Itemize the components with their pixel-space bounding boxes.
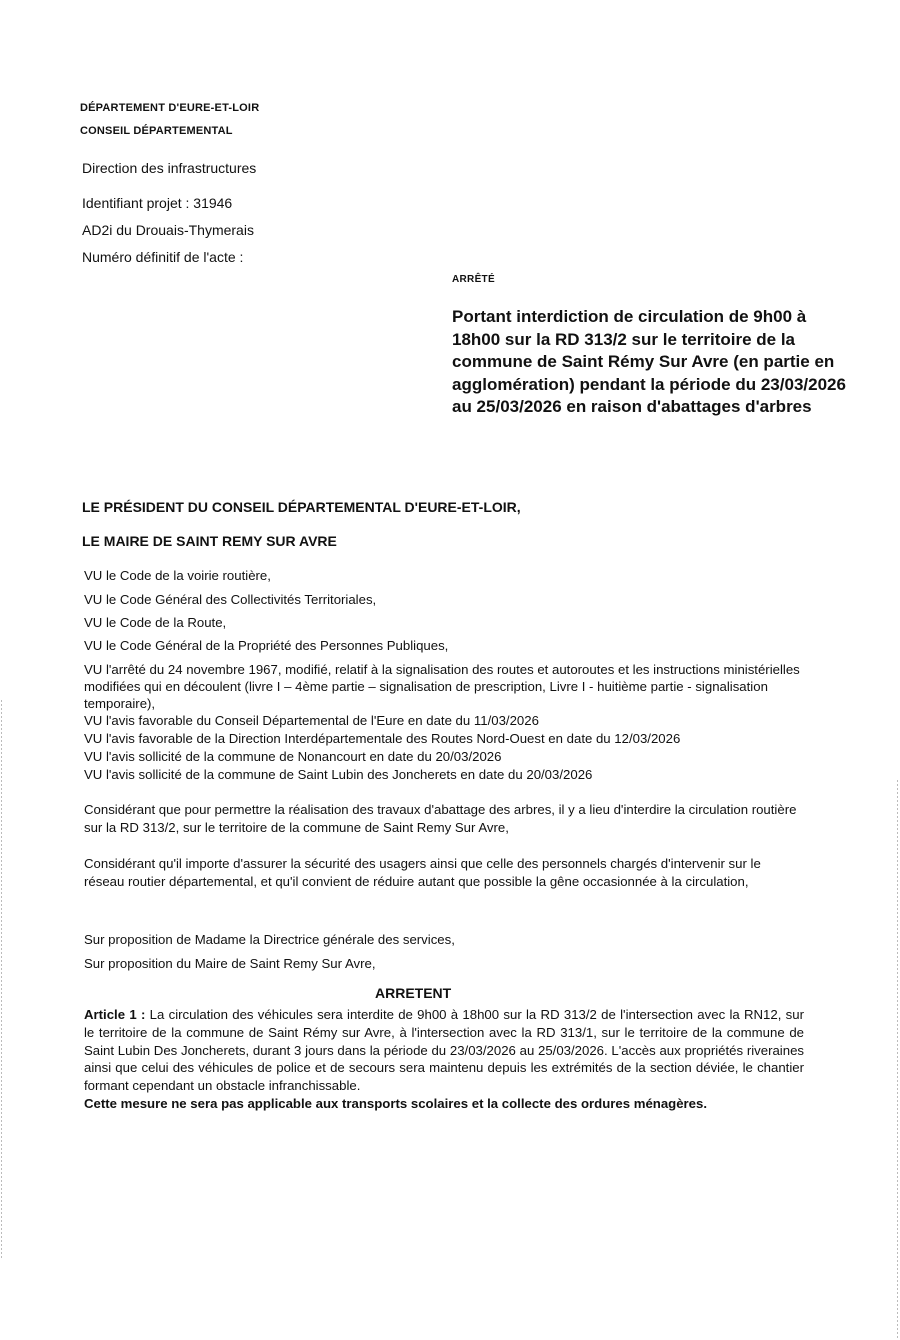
act-number-label: Numéro définitif de l'acte : [82, 249, 244, 265]
vu-avis-nonancourt: VU l'avis sollicité de la commune de Nonancourt en date du 20/03/2026 [84, 749, 502, 764]
mayor-heading: LE MAIRE DE SAINT REMY SUR AVRE [82, 533, 337, 549]
ad2i-label: AD2i du Drouais-Thymerais [82, 222, 254, 238]
proposition-directrice: Sur proposition de Madame la Directrice générale des services, [84, 932, 455, 947]
project-id: Identifiant projet : 31946 [82, 195, 233, 211]
article-1-note: Cette mesure ne sera pas applicable aux transports scolaires et la collecte des ordures ménagères. [84, 1095, 708, 1111]
vu-code-voirie: VU le Code de la voirie routière, [84, 568, 271, 583]
vu-avis-dir: VU l'avis favorable de la Direction Interdépartementale des Routes Nord-Ouest en date du 12/03/2026 [84, 731, 681, 746]
article-1-text: La circulation des véhicules sera interdite de 9h00 à 18h00 sur la RD 313/2 de l'intersection avec la RN12, sur le territoire de la commune de Saint Rémy sur Avre, à l'intersection avec la RD 313/1, sur le territoire de la commune de Saint Lubin Des Joncherets, durant 3 jours dans la période du 23/03/2026 au 25/03/2026. L'accès aux propriétés riveraines ainsi que celui des véhicules de police et de secours sera maintenu depuis les extrémités de la section déviée, le chantier formant cependant un obstacle infranchissable. [84, 1007, 804, 1094]
direction-label: Direction des infrastructures [82, 160, 257, 176]
vu-avis-eure: VU l'avis favorable du Conseil Départemental de l'Eure en date du 11/03/2026 [84, 713, 539, 728]
scan-edge-left [1, 700, 2, 1260]
scan-edge-right [897, 780, 898, 1340]
considerant-1: Considérant que pour permettre la réalisation des travaux d'abattage des arbres, il y a lieu d'interdire la circulation routière sur la RD 313/2, sur le territoire de la commune de Saint Remy Sur Avre, [84, 802, 797, 835]
president-heading: LE PRÉSIDENT DU CONSEIL DÉPARTEMENTAL D'EURE-ET-LOIR, [82, 499, 521, 515]
vu-avis-saint-lubin: VU l'avis sollicité de la commune de Saint Lubin des Joncherets en date du 20/03/2026 [84, 767, 593, 782]
vu-arrete-1967: VU l'arrêté du 24 novembre 1967, modifié, relatif à la signalisation des routes et autoroutes et les instructions ministérielles modifiées qui en découlent (livre I – 4ème partie – signalisation de prescription, Livre I - huitième partie - signalisation temporaire), [84, 662, 800, 711]
article-1-label: Article 1 : [84, 1007, 146, 1022]
council-heading: CONSEIL DÉPARTEMENTAL [80, 125, 233, 137]
arrete-title: Portant interdiction de circulation de 9h00 à 18h00 sur la RD 313/2 sur le territoire de la commune de Saint Rémy Sur Avre (en partie en agglomération) pendant la période du 23/03/2026 au 25/03/2026 en raison d'abattages d'arbres [452, 307, 846, 417]
considerant-2: Considérant qu'il importe d'assurer la sécurité des usagers ainsi que celle des personnels chargés d'intervenir sur le réseau routier départemental, et qu'il convient de réduire autant que possible la gêne occasionnée à la circulation, [84, 856, 761, 889]
arrete-label: ARRÊTÉ [452, 274, 495, 285]
article-1 [84, 1006, 804, 1113]
department-heading: DÉPARTEMENT D'EURE-ET-LOIR [80, 102, 260, 114]
proposition-maire: Sur proposition du Maire de Saint Remy Sur Avre, [84, 956, 376, 971]
vu-cgppp: VU le Code Général de la Propriété des Personnes Publiques, [84, 638, 449, 653]
arretent-heading: ARRETENT [375, 985, 452, 1001]
vu-cgct: VU le Code Général des Collectivités Territoriales, [84, 592, 377, 607]
vu-code-route: VU le Code de la Route, [84, 615, 227, 630]
